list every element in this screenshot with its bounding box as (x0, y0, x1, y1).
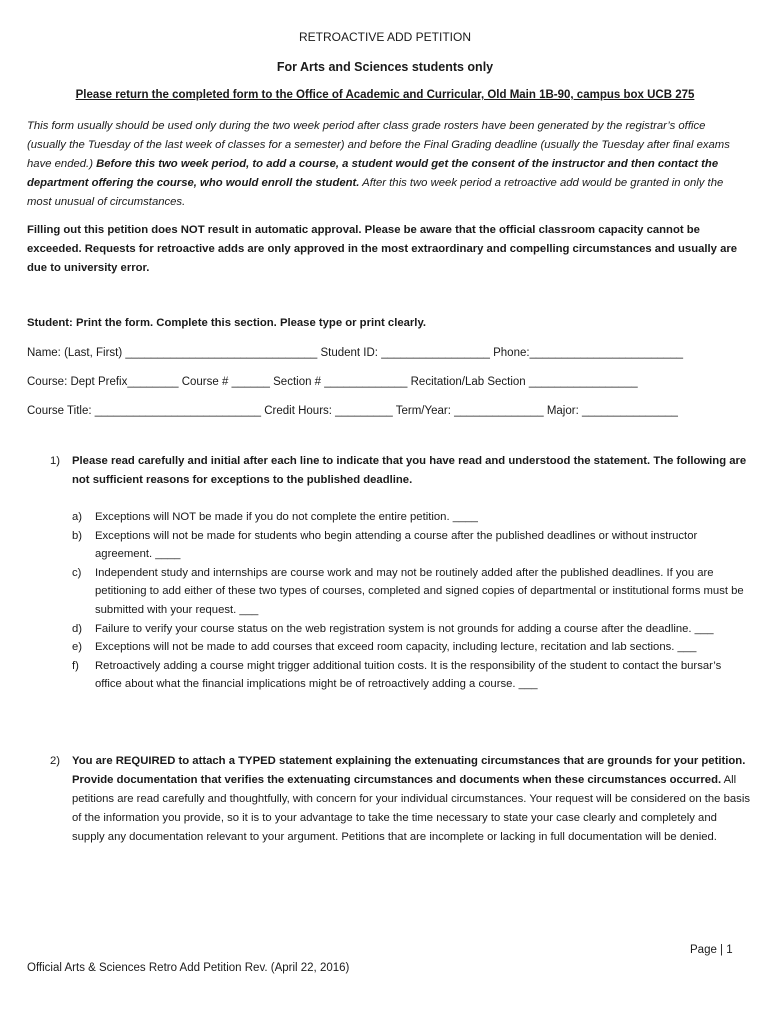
list-item[interactable] (72, 657, 744, 694)
intro-italic-tail: After this two week period a retroactive add would be granted in only the most unusual of circumstances. (27, 177, 724, 208)
item-2-bold-text: You are REQUIRED to attach a TYPED statement explaining the extenuating circumstances that are grounds for your petition. Provide documentation that verifies the extenuating circumstances and documents when these circumstances occurred. (72, 755, 746, 786)
item-2-number: 2) (50, 755, 61, 767)
item-1-text: Please read carefully and initial after each line to indicate that you have read and understood the statement. The following are not sufficient reasons for exceptions to the published deadline. (72, 455, 747, 486)
form-subtitle: For Arts and Sciences students only (276, 60, 494, 74)
approval-warning: Filling out this petition does NOT result in automatic approval. Please be aware that the official classroom capacity cannot be exceeded. Requests for retroactive adds are only approved in the most extraordinary and compelling circumstances and usually are due to university error. (27, 224, 738, 274)
intro-italic-text: This form usually should be used only during the two week period after class grade rosters have been generated by the registrar’s office (usually the Tuesday of the last week of classes for a semester) and before the Final Grading deadline (usually the Tuesday after final exams have ended.) (27, 120, 730, 170)
list-item[interactable] (72, 564, 744, 620)
list-item-letter: b) (72, 529, 83, 542)
list-item[interactable] (72, 508, 744, 527)
list-item[interactable] (72, 527, 744, 564)
intro-paragraph (27, 117, 745, 212)
list-item-letter: d) (72, 622, 83, 635)
course-section-line[interactable]: Course: Dept Prefix________ Course # ______ Section # _____________ Recitation/Lab Section _________________ (27, 376, 638, 388)
list-item-letter: e) (72, 641, 83, 654)
list-item-letter: f) (72, 659, 79, 672)
list-item-text: Independent study and internships are course work and may not be routinely added after the published deadlines. If you are petitioning to add either of these two types of courses, completed and signed copies of departmental or institutional forms must be submitted with your request. ___ (95, 566, 744, 616)
page-number: Page | 1 (690, 944, 733, 956)
name-id-phone-line[interactable]: Name: (Last, First) ______________________________ Student ID: _________________ Phone:________________________ (27, 347, 684, 359)
intro-bold-text: Before this two week period, to add a course, a student would get the consent of the instructor and then contact the department offering the course, who would enroll the student. (27, 158, 719, 189)
item-2-text (72, 752, 750, 847)
list-item-text: Exceptions will NOT be made if you do not complete the entire petition. ____ (95, 511, 478, 523)
return-instructions: Please return the completed form to the Office of Academic and Curricular, Old Main 1B-90, campus box UCB 275 (75, 89, 695, 101)
item-1-number: 1) (50, 455, 61, 467)
student-section-heading: Student: Print the form. Complete this section. Please type or print clearly. (27, 317, 427, 329)
list-item-letter: a) (72, 511, 83, 523)
item-2-normal-text: All petitions are read carefully and thoughtfully, with concern for your individual circumstances. Your request will be considered on the basis of the information you provide, so it is to your advantage to take the time necessary to state your case clearly and completely and supply any documentation relevant to your argument. Petitions that are incomplete or lacking in full documentation will be denied. (72, 774, 750, 843)
exceptions-list (72, 508, 744, 694)
course-title-line[interactable]: Course Title: __________________________ Credit Hours: _________ Term/Year: ______________ Major: _______________ (27, 405, 678, 417)
list-item[interactable] (72, 620, 744, 639)
list-item-text: Exceptions will not be made to add courses that exceed room capacity, including lecture, recitation and lab sections. ___ (95, 641, 697, 654)
list-item-text: Failure to verify your course status on the web registration system is not grounds for adding a course after the deadline. ___ (95, 622, 714, 635)
item-1 (50, 452, 750, 490)
list-item[interactable] (72, 638, 744, 657)
list-item-text: Retroactively adding a course might trigger additional tuition costs. It is the responsibility of the student to contact the bursar’s office about what the financial implications might be of retroactively adding a course. ___ (95, 659, 722, 691)
item-2 (50, 752, 750, 847)
list-item-text: Exceptions will not be made for students who begin attending a course after the published deadlines or without instructor agreement. ____ (95, 529, 698, 561)
revision-footer: Official Arts & Sciences Retro Add Petition Rev. (April 22, 2016) (27, 962, 350, 974)
form-title: RETROACTIVE ADD PETITION (298, 30, 472, 44)
list-item-letter: c) (72, 566, 82, 579)
